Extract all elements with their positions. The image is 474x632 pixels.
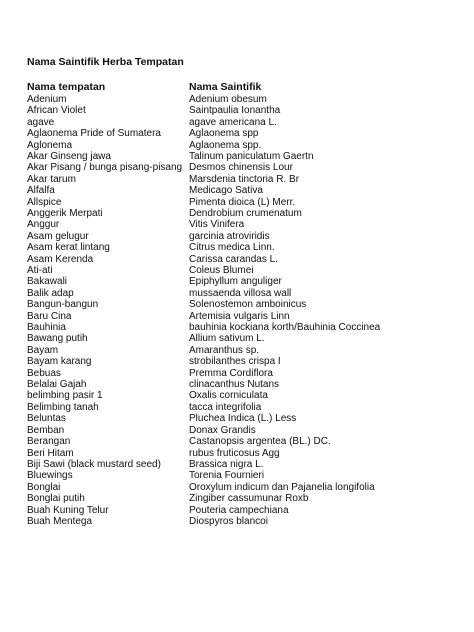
table-row [27,231,467,242]
table-row [27,94,467,105]
local-name-cell: Berangan [27,436,71,448]
local-name-cell: Bayam [27,344,59,356]
table-row [27,448,467,459]
scientific-name-cell: clinacanthus Nutans [189,379,280,391]
scientific-name-cell: garcinia atroviridis [189,230,270,242]
table-row [27,333,467,344]
table-row [27,151,467,162]
table-header-row [27,82,467,93]
table-row [27,174,467,185]
herb-name-table [27,82,467,527]
local-name-cell: African Violet [27,105,86,117]
local-name-cell: Bakawali [27,276,68,288]
local-name-cell: Asam Kerenda [27,253,94,265]
table-row [27,219,467,230]
scientific-name-cell: Aglaonema spp [189,128,259,140]
local-name-cell: Akar Pisang / bunga pisang-pisang [27,162,183,174]
local-name-cell: Bawang putih [27,333,88,345]
column-header-scientific-name: Nama Saintifik [189,82,262,93]
scientific-name-cell: rubus fruticosus Agg [189,447,280,459]
scientific-name-cell: Pouteria campechiana [189,504,289,516]
scientific-name-cell: Desmos chinensis Lour [189,162,293,174]
local-name-cell: Aglaonema Pride of Sumatera [27,128,161,140]
table-row [27,117,467,128]
local-name-cell: Akar tarum [27,173,76,185]
table-row [27,482,467,493]
local-name-cell: Baru Cina [27,310,72,322]
table-row [27,162,467,173]
table-row [27,254,467,265]
local-name-cell: Asam gelugur [27,230,89,242]
table-body [27,94,467,527]
scientific-name-cell: strobilanthes crispa I [189,356,281,368]
table-row [27,493,467,504]
table-row [27,322,467,333]
local-name-cell: Adenium [27,93,67,105]
scientific-name-cell: Donax Grandis [189,424,256,436]
scientific-name-cell: Dendrobium crumenatum [189,207,302,219]
scientific-name-cell: Marsdenia tinctoria R. Br [189,173,300,185]
local-name-cell: Asam kerat lintang [27,242,110,254]
local-name-cell: Bonglai putih [27,493,85,505]
local-name-cell: Alfalfa [27,185,55,197]
scientific-name-cell: Coleus Blumei [189,265,254,276]
local-name-cell: Balik adap [27,287,74,299]
scientific-name-cell: agave americana L. [189,116,277,128]
scientific-name-cell: Pluchea Indica (L.) Less [189,413,297,425]
table-row [27,368,467,379]
scientific-name-cell: Epiphyllum anguliger [189,276,282,288]
scientific-name-cell: Zingiber cassumunar Roxb [189,493,309,505]
column-header-local-name: Nama tempatan [27,82,106,93]
scientific-name-cell: bauhinia kockiana korth/Bauhinia Coccinea [189,322,381,334]
scientific-name-cell: Adenium obesum [189,93,267,105]
local-name-cell: Bayam karang [27,356,92,368]
scientific-name-cell: Allium sativum L. [189,333,265,345]
scientific-name-cell: Amaranthus sp. [189,344,260,356]
table-row [27,425,467,436]
local-name-cell: Bauhinia [27,322,66,334]
scientific-name-cell: Oxalis corniculata [189,390,268,402]
table-row [27,516,467,527]
local-name-cell: belimbing pasir 1 [27,390,103,402]
local-name-cell: agave [27,116,55,128]
table-row [27,197,467,208]
table-row [27,345,467,356]
local-name-cell: Bebuas [27,367,61,379]
local-name-cell: Ati-ati [27,265,53,276]
local-name-cell: Beri Hitam [27,447,74,459]
local-name-cell: Biji Sawi (black mustard seed) [27,458,161,470]
document-page [27,56,467,527]
scientific-name-cell: mussaenda villosa wall [189,287,292,299]
table-row [27,265,467,276]
scientific-name-cell: Saintpaulia Ionantha [189,105,281,117]
local-name-cell: Anggerik Merpati [27,207,103,219]
table-row [27,505,467,516]
local-name-cell: Belimbing tanah [27,401,99,413]
local-name-cell: Belalai Gajah [27,379,87,391]
table-row [27,185,467,196]
scientific-name-cell: Medicago Sativa [189,185,263,197]
local-name-cell: Bonglai [27,481,61,493]
scientific-name-cell: Talinum paniculatum Gaertn [189,150,314,162]
scientific-name-cell: Artemisia vulgaris Linn [189,310,290,322]
local-name-cell: Aglonema [27,139,73,151]
local-name-cell: Beluntas [27,413,66,425]
table-row [27,470,467,481]
table-row [27,288,467,299]
scientific-name-cell: Vitis Vinifera [189,219,245,231]
local-name-cell: Akar Ginseng jawa [27,150,111,162]
local-name-cell: Allspice [27,196,62,208]
table-row [27,276,467,287]
table-row [27,242,467,253]
table-row [27,390,467,401]
table-row [27,402,467,413]
scientific-name-cell: Diospyros blancoi [189,515,268,527]
table-row [27,105,467,116]
table-row [27,208,467,219]
local-name-cell: Bluewings [27,470,73,482]
table-row [27,311,467,322]
table-row [27,379,467,390]
table-row [27,128,467,139]
scientific-name-cell: Premma Cordiflora [189,367,273,379]
scientific-name-cell: tacca integrifolia [189,401,262,413]
table-row [27,413,467,424]
local-name-cell: Buah Kuning Telur [27,504,109,516]
table-row [27,356,467,367]
scientific-name-cell: Citrus medica Linn. [189,242,275,254]
scientific-name-cell: Solenostemon amboinicus [189,299,307,311]
table-row [27,299,467,310]
scientific-name-cell: Brassica nigra L. [189,458,264,470]
table-row [27,459,467,470]
local-name-cell: Buah Mentega [27,515,93,527]
scientific-name-cell: Carissa carandas L. [189,253,278,265]
scientific-name-cell: Castanopsis argentea (BL.) DC. [189,436,331,448]
scientific-name-cell: Torenia Fournieri [189,470,265,482]
local-name-cell: Bemban [27,424,65,436]
document-title: Nama Saintifik Herba Tempatan [27,56,184,68]
local-name-cell: Bangun-bangun [27,299,99,311]
table-row [27,436,467,447]
table-row [27,140,467,151]
scientific-name-cell: Aglaonema spp. [189,139,262,151]
scientific-name-cell: Oroxylum indicum dan Pajanelia longifolia [189,481,375,493]
local-name-cell: Anggur [27,219,60,231]
scientific-name-cell: Pimenta dioica (L) Merr. [189,196,296,208]
